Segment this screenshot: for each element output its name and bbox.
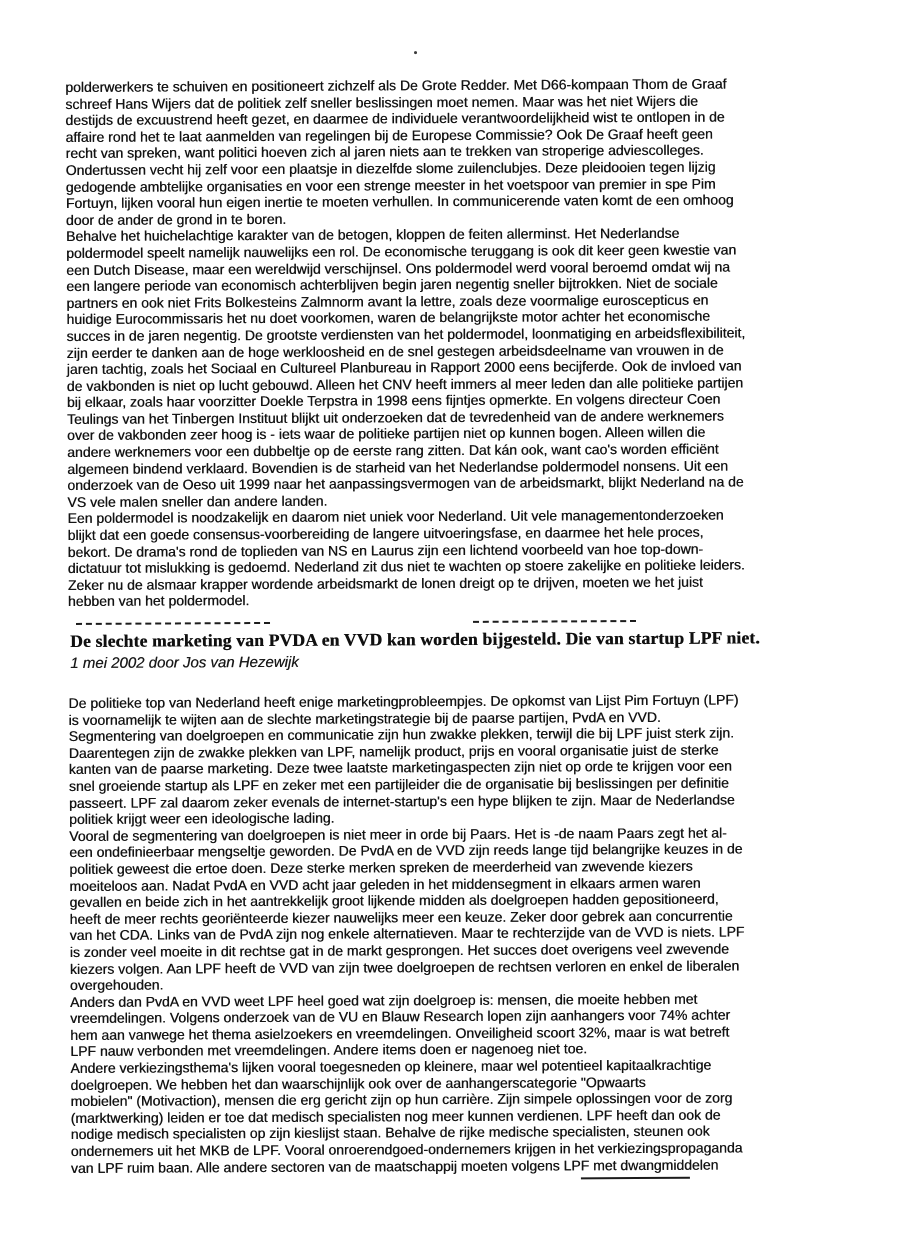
section-separator-dash-right [473, 620, 636, 623]
text-line: kanten van de paarse marketing. Deze twee laatste marketingaspecten zijn niet op orde te krijgen voor een [68, 757, 732, 778]
text-line: huidige Eurocommissaris het nu doet voorkomen, waren de belangrijkste motor achter het economische [66, 307, 711, 328]
text-line: (marktwerking) leiden er toe dat medisch specialisten nog meer kunnen verdienen. LPF heeft dan ook de [70, 1106, 721, 1126]
text-line: Daarentegen zijn de zwakke plekken van LPF, namelijk product, prijs en vooral organisatie juist de sterke [68, 741, 719, 761]
text-line: onderzoek van de Oeso uit 1999 naar het aanpassingsvermogen van de arbeidsmarkt, blijkt Nederland na de [67, 473, 744, 494]
text-line: destijds de excuustrend heeft gezet, en daarmee de individuele verantwoordelijkheid wist te ontlopen in de [65, 108, 725, 129]
text-line: partners en ook niet Frits Bolkesteins Zalmnorm avant la lettre, zoals deze voormalige euroscepticus en [66, 291, 709, 311]
text-line: affaire rond het te laat aanmelden van regelingen bij de Europese Commissie? Ook De Graaf heeft geen [65, 125, 713, 145]
text-line: kiezers volgen. Aan LPF heeft de VVD van zijn twee doelgroepen de rechtsen verloren en enkel de liberalen [69, 956, 740, 977]
text-line: Teulings van het Tinbergen Instituut blijkt uit onderzoeken dat de tevredenheid van de andere werknemers [66, 407, 724, 427]
text-line: snel groeiende startup als LPF en zeker met een partijleider die de organisatie bij beslissingen per definitie [68, 774, 729, 794]
text-line: poldermodel speelt namelijk nauwelijks een rol. De economische teruggang is ook dit keer geen kwestie van [66, 241, 737, 261]
text-line: vreemdelingen. Volgens onderzoek van de VU en Blauw Research lopen zijn aanhangers voor 74% achter [70, 1006, 731, 1027]
text-line: doelgroepen. We hebben het dan waarschijnlijk ook over de aanhangerscategorie "Opwaarts [70, 1073, 646, 1093]
text-line: overgehouden. [69, 976, 164, 994]
text-line: mobielen" (Motivaction), mensen die erg gericht zijn op hun carrière. Zijn simpele oplossingen voor de zorg [70, 1089, 733, 1110]
text-line: een langere periode van economisch achterblijven begin jaren negentig sneller bijtrokken. Niet de sociale [66, 274, 718, 295]
text-line: jaren tachtig, zoals het Sociaal en Cultureel Planbureau in Rapport 2000 eens becijferde. Ook de invloed van [66, 357, 742, 378]
text-line: blijkt dat een goede consensus-voorbereiding de langere uitvoeringsfase, en daarmee het hele proces, [67, 523, 704, 544]
text-line: van LPF ruim baan. Alle andere sectoren van de maatschappij moeten volgens LPF met dwangmiddelen [70, 1156, 719, 1176]
text-line: hebben van het poldermodel. [67, 592, 250, 610]
text-line: moeiteloos aan. Nadat PvdA en VVD acht jaar geleden in het middensegment in elkaars armen waren [69, 874, 701, 894]
scan-artifact-dot [414, 51, 417, 54]
text-line: van het CDA. Links van de PvdA zijn nog enkele alternatieven. Maar te rechterzijde van de VVD is niets. LPF [69, 923, 745, 944]
text-line: algemeen bindend verklaard. Bovendien is de starheid van het Nederlandse poldermodel nonsens. Uit een [67, 457, 729, 477]
text-line: bij elkaar, zoals haar voorzitter Doekle Terpstra in 1998 eens fijntjes opmerkte. En volgens directeur Coen [66, 390, 721, 411]
text-line: gevallen en beide zich in het aantrekkelijk groot lijkende midden als doelgroepen hadden gepositioneerd, [69, 890, 719, 911]
text-line: nodige medisch specialisten op zijn kieslijst staan. Behalve de rijke medische specialisten, steunen ook [70, 1123, 710, 1143]
text-line: succes in de jaren negentig. De grootste verdiensten van het poldermodel, loonmatiging en arbeidsflexibiliteit, [66, 324, 746, 344]
text-line: Zeker nu de alsmaar krapper wordende arbeidsmarkt de lonen dreigt op te drijven, moeten we het juist [67, 573, 703, 593]
text-line: gedogende ambtelijke organisaties en voor een strenge meester in het voetspoor van premier in spe Pim [65, 175, 716, 195]
text-line: politiek geweest die ertoe doen. Deze sterke merken spreken de meerderheid van zwevende kiezers [69, 857, 693, 877]
text-line: de vakbonden is niet op lucht gebouwd. Alleen het CNV heeft immers al meer leden dan alle politieke partijen [66, 374, 744, 394]
text-line: Segmentering van doelgroepen en communicatie zijn hun zwakke plekken, terwijl die bij LPF juist sterk zijn. [68, 724, 734, 745]
page-bottom-rule [581, 1177, 690, 1180]
text-line: schreef Hans Wijers dat de politiek zelf sneller beslissingen moet nemen. Maar was het niet Wijers die [65, 92, 698, 112]
text-line: Fortuyn, lijken vooral hun eigen inertie te moeten verhullen. In communicerende vaten komt de een omhoog [65, 191, 734, 212]
text-line: Een poldermodel is noodzakelijk en daarom niet uniek voor Nederland. Uit vele managementonderzoeken [67, 507, 724, 527]
text-line: ondernemers uit het MKB de LPF. Vooral onroerendgoed-ondernemers krijgen in het verkiezingspropaganda [70, 1139, 743, 1160]
text-line: VS vele malen sneller dan andere landen. [67, 492, 328, 510]
text-line: is zonder veel moeite in dit rechtse gat in de markt gesprongen. Het succes doet overigens veel zwevende [69, 940, 729, 960]
text-line: Andere verkiezingsthema's lijken vooral toegesneden op kleinere, maar wel potentieel kapitaalkrachtige [70, 1056, 712, 1077]
article-heading: De slechte marketing van PVDA en VVD kan worden bijgesteld. Die van startup LPF niet. [70, 627, 760, 651]
text-line: bekort. De drama's rond de toplieden van NS en Laurus zijn een lichtend voorbeeld van hoe top-down- [67, 540, 704, 560]
text-line: is voornamelijk te wijten aan de slechte marketingstrategie bij de paarse partijen, PvdA en VVD. [68, 708, 661, 728]
text-line: door de ander de grond in te boren. [65, 210, 287, 228]
text-line: een ondefinieerbaar mengseltje geworden. De PvdA en de VVD zijn reeds lange tijd belangrijke keuzes in de [69, 840, 743, 861]
text-line: zijn eerder te danken aan de hoge werkloosheid en de snel gestegen arbeidsdeelname van vrouwen in de [66, 341, 724, 361]
intro-paragraphs [65, 75, 858, 610]
text-line: heeft de meer rechts georiënteerde kiezer nauwelijks meer een keuze. Zeker door gebrek aan concurrentie [69, 907, 733, 927]
text-line: recht van spreken, want politici hoeven zich al jaren niets aan te trekken van stroperige adviescolleges. [65, 142, 704, 162]
text-line: een Dutch Disease, maar een wereldwijd verschijnsel. Ons poldermodel werd vooral beroemd omdat wij na [66, 258, 730, 278]
text-line: dictatuur tot mislukking is gedoemd. Nederland zit dus niet te wachten op stoere zakelijke en politieke leiders. [67, 556, 745, 577]
text-line: LPF nauw verbonden met vreemdelingen. Andere items doen er nagenoeg niet toe. [70, 1040, 588, 1060]
article-paragraphs [68, 691, 861, 1176]
section-separator-dash-left [76, 622, 270, 625]
text-line: Vooral de segmentering van doelgroepen is niet meer in orde bij Paars. Het is -de naam Paars zegt het al- [69, 824, 727, 844]
text-line: polderwerkers te schuiven en positioneert zichzelf als De Grote Redder. Met D66-kompaan Thom de Graaf [65, 75, 727, 96]
text-line: De politieke top van Nederland heeft enige marketingprobleempjes. De opkomst van Lijst Pim Fortuyn (LPF) [68, 691, 739, 711]
text-line: over de vakbonden zeer hoog is - iets waar de politieke partijen niet op kunnen bogen. Alleen willen die [66, 424, 706, 444]
text-line: passeert. LPF zal daarom zeker evenals de internet-startup's een hype blijken te zijn. Maar de Nederlandse [68, 791, 735, 811]
article-byline: 1 mei 2002 door Jos van Hezewijk [70, 653, 299, 672]
text-line: andere werknemers voor een dubbeltje op de eerste rang zitten. Dat kán ook, want cao's worden efficiënt [67, 440, 719, 461]
text-line: Ondertussen vecht hij zelf voor een plaatsje in diezelfde slome zuilenclubjes. Deze pleidooien tegen lijzig [65, 158, 716, 178]
text-line: Behalve het huichelachtige karakter van de betogen, kloppen de feiten allerminst. Het Nederlandse [65, 225, 680, 245]
text-line: politiek krijgt weer een ideologische lading. [68, 809, 335, 828]
text-line: hem aan vanwege het thema asielzoekers en vreemdelingen. Onveiligheid scoort 32%, maar is wat betreft [70, 1023, 730, 1043]
text-line: Anders dan PvdA en VVD weet LPF heel goed wat zijn doelgroep is: mensen, die moeite hebben met [69, 990, 698, 1010]
